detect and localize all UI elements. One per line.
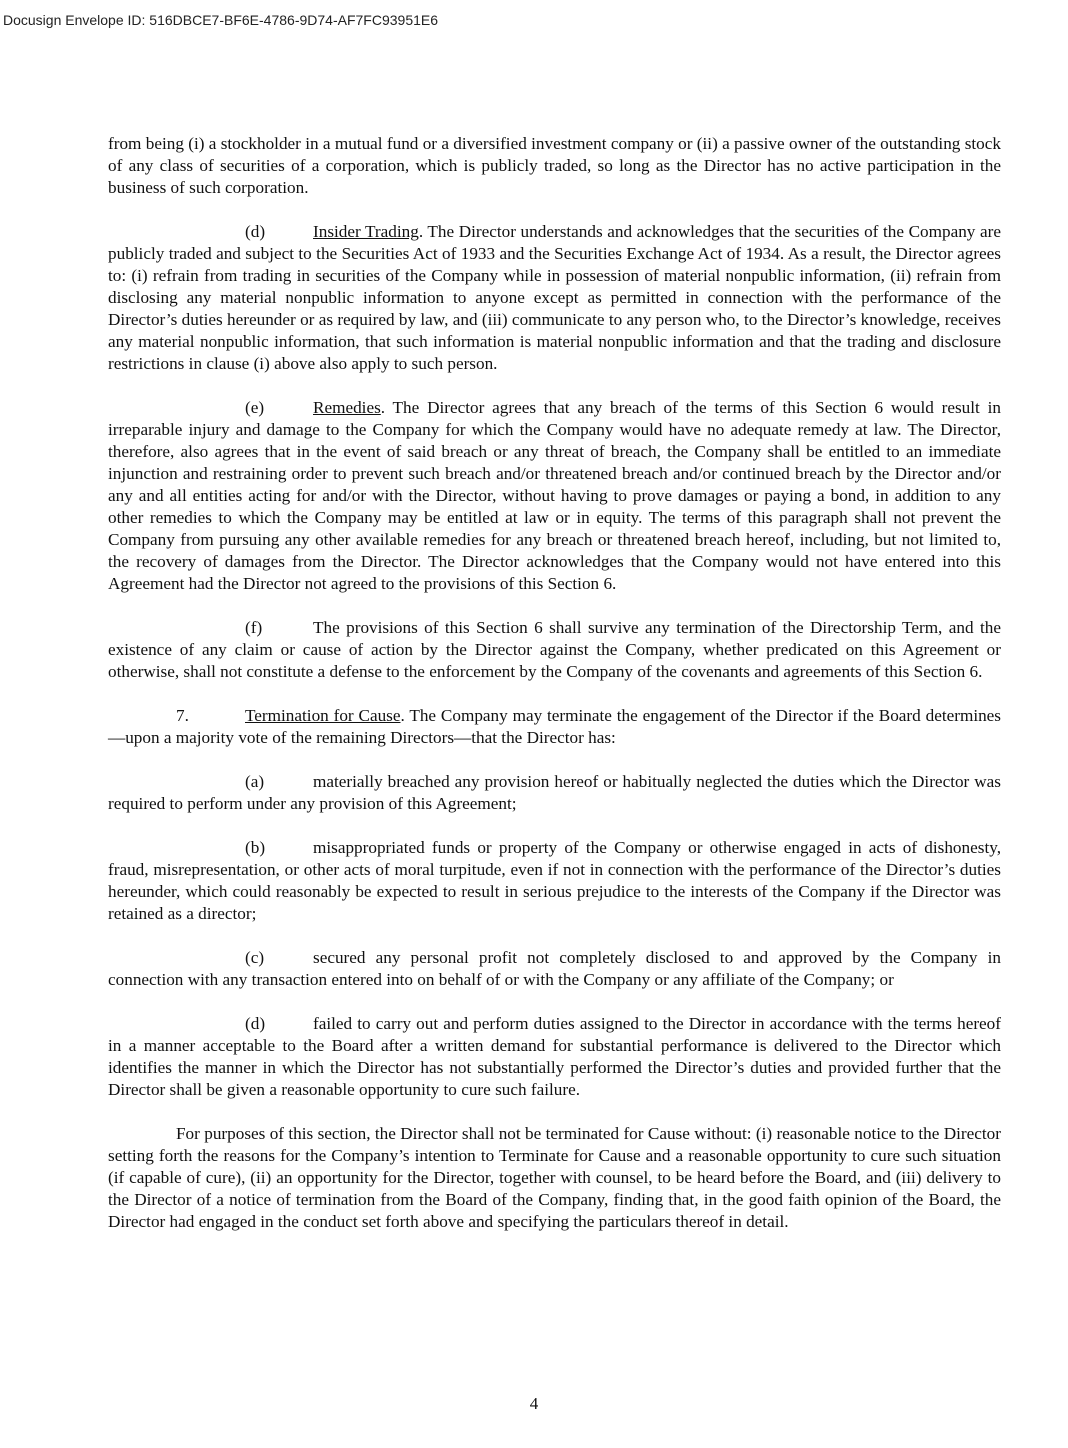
paragraph-7c xyxy=(108,947,1001,991)
paragraph-label: (d) xyxy=(245,1014,266,1033)
section-heading: Termination for Cause xyxy=(245,706,401,725)
closing-paragraph: For purposes of this section, the Director shall not be terminated for Cause without: (i) reasonable notice to the Director setting forth the reasons for the Company’s intention to Terminate for Cause and a reasonable opportunity to cure such situation (if capable of cure), (ii) an opportunity for the Director, together with counsel, to be heard before the Board, and (iii) delivery to the Director of a notice of termination from the Board of the Company, finding that, in the good faith opinion of the Board, the Director had engaged in the conduct set forth above and specifying the particulars thereof in detail. xyxy=(108,1124,1001,1231)
page-number: 4 xyxy=(529,1394,539,1413)
paragraph-label: (f) xyxy=(245,618,263,637)
paragraph-6e-remedies xyxy=(108,397,1001,595)
continuation-paragraph: from being (i) a stockholder in a mutual fund or a diversified investment company or (ii) a passive owner of the outstanding stock of any class of securities of a corporation, which is publicly traded, so long as the Director has no active participation in the business of such corporation. xyxy=(108,134,1001,197)
paragraph-6f-survival xyxy=(108,617,1001,683)
paragraph-7b xyxy=(108,837,1001,925)
paragraph-text: materially breached any provision hereof or habitually neglected the duties which the Director was required to perform under any provision of this Agreement; xyxy=(108,772,1001,813)
paragraph-text: The provisions of this Section 6 shall survive any termination of the Directorship Term, and the existence of any claim or cause of action by the Director against the Company, whether predicated on this Agreement or otherwise, shall not constitute a defense to the enforcement by the Company of the covenants and agreements of this Section 6. xyxy=(108,618,1001,681)
paragraph-heading: Insider Trading xyxy=(313,222,419,241)
document-body xyxy=(108,133,1001,1255)
paragraph-7d xyxy=(108,1013,1001,1101)
section-number: 7. xyxy=(176,706,189,725)
paragraph-text: failed to carry out and perform duties assigned to the Director in accordance with the terms hereof in a manner acceptable to the Board after a written demand for substantial performance is delivered to the Director which identifies the manner in which the Director has not substantially performed the Director’s duties and provided further that the Director shall be given a reasonable opportunity to cure such failure. xyxy=(108,1014,1001,1099)
docusign-envelope-id: Docusign Envelope ID: 516DBCE7-BF6E-4786-9D74-AF7FC93951E6 xyxy=(3,12,439,28)
paragraph-heading: Remedies xyxy=(313,398,381,417)
paragraph-text: misappropriated funds or property of the Company or otherwise engaged in acts of dishonesty, fraud, misrepresentation, or other acts of moral turpitude, even if not in connection with the performance of the Director’s duties hereunder, which could reasonably be expected to result in serious prejudice to the interests of the Company if the Director was retained as a director; xyxy=(108,838,1001,923)
paragraph-label: (a) xyxy=(245,772,265,791)
section-text: . The Company may terminate the engagement of the Director if the Board determines—upon a majority vote of the remaining Directors—that the Director has: xyxy=(108,706,1002,747)
paragraph-6d-insider-trading xyxy=(108,221,1001,375)
paragraph-label: (d) xyxy=(245,222,266,241)
paragraph-label: (b) xyxy=(245,838,266,857)
paragraph-7a xyxy=(108,771,1001,815)
paragraph-text: . The Director agrees that any breach of the terms of this Section 6 would result in irreparable injury and damage to the Company for which the Company would have no adequate remedy at law. The Director, therefore, also agrees that in the event of said breach or any threat of breach, the Company shall be entitled to an immediate injunction and restraining order to prevent such breach and/or threatened breach and/or continued breach by the Director and/or any and all entities acting for and/or with the Director, without having to prove damages or paying a bond, in addition to any other remedies to which the Company may be entitled at law or in equity. The terms of this paragraph shall not prevent the Company from pursuing any other available remedies for any breach or threatened breach hereof, including, but not limited to, the recovery of damages from the Director. The Director acknowledges that the Company would not have entered into this Agreement had the Director not agreed to the provisions of this Section 6. xyxy=(108,398,1001,593)
paragraph-label: (e) xyxy=(245,398,265,417)
section-7-termination-for-cause xyxy=(108,705,1001,749)
paragraph-label: (c) xyxy=(245,948,265,967)
paragraph-text: secured any personal profit not completely disclosed to and approved by the Company in connection with any transaction entered into on behalf of or with the Company or any affiliate of the Company; or xyxy=(108,948,1001,989)
paragraph-text: . The Director understands and acknowledges that the securities of the Company are publicly traded and subject to the Securities Act of 1933 and the Securities Exchange Act of 1934. As a result, the Director agrees to: (i) refrain from trading in securities of the Company while in possession of material nonpublic information, (ii) refrain from disclosing any material nonpublic information to anyone except as permitted in connection with the performance of the Director’s duties hereunder or as required by law, and (iii) communicate to any person who, to the Director’s knowledge, receives any material nonpublic information, that such information is material nonpublic information and that the trading and disclosure restrictions in clause (i) above also apply to such person. xyxy=(108,222,1001,373)
